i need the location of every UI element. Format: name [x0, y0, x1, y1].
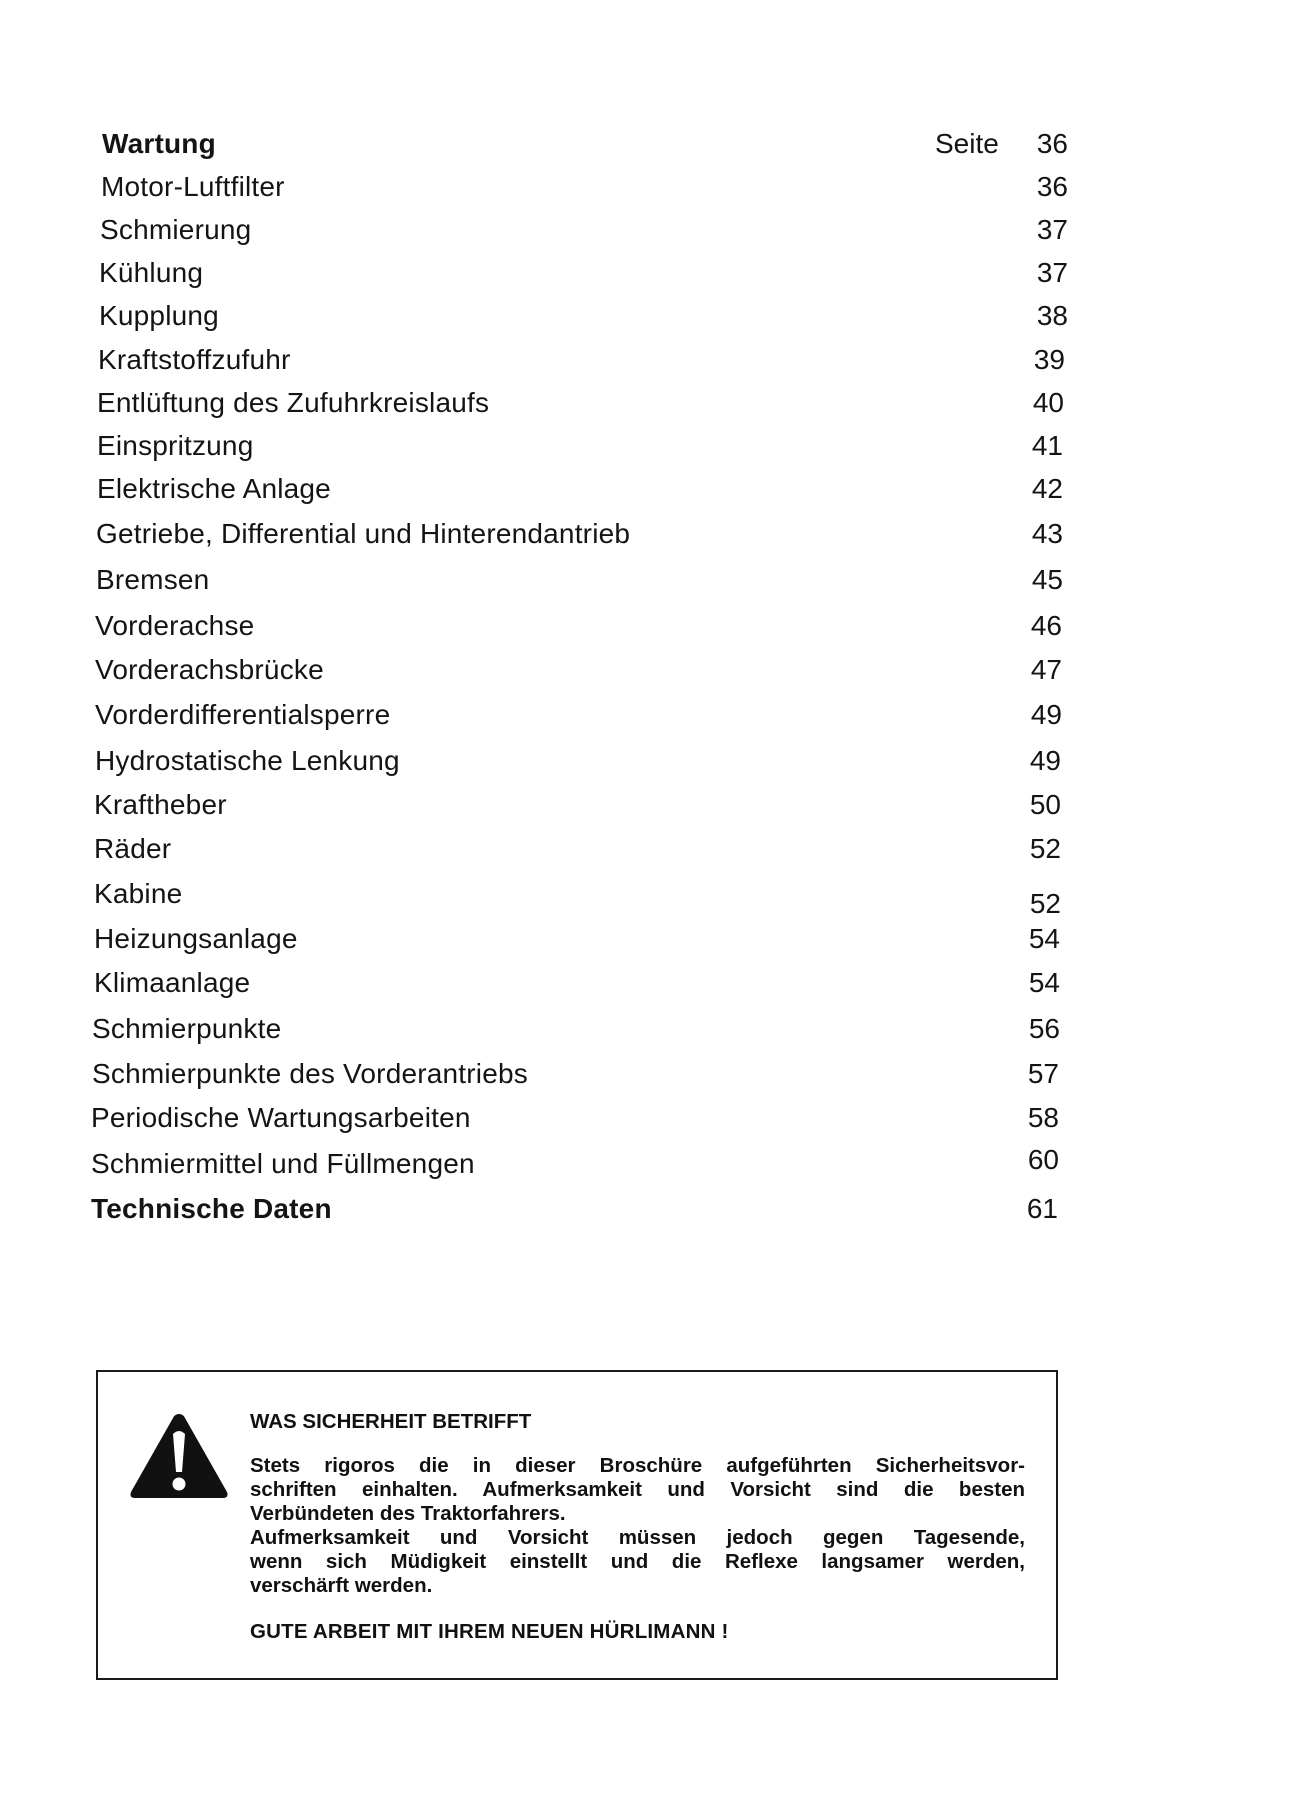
toc-entry	[0, 428, 1292, 472]
toc-page-number: 61	[1026, 1193, 1058, 1224]
toc-page-number: 56	[1028, 1013, 1060, 1044]
toc-entry	[0, 298, 1292, 342]
toc-title: Schmierung	[100, 214, 252, 245]
safety-paragraph-line: schriften einhalten. Aufmerksamkeit und Vorsicht sind die besten	[250, 1478, 1025, 1501]
toc-page-number: 39	[1033, 344, 1065, 375]
toc-entry	[0, 1011, 1292, 1055]
toc-page-number: 45	[1031, 564, 1063, 595]
toc-title: Technische Daten	[91, 1193, 332, 1224]
toc-page-number: 40	[1032, 387, 1064, 418]
toc-entry	[0, 1146, 1292, 1190]
toc-title: Vorderachse	[95, 610, 255, 641]
warning-triangle-icon	[128, 1410, 230, 1502]
toc-entry	[0, 921, 1292, 965]
toc-title: Schmiermittel und Füllmengen	[91, 1148, 475, 1179]
toc-title: Motor-Luftfilter	[101, 171, 285, 202]
toc-title: Schmierpunkte	[92, 1013, 282, 1044]
toc-entry	[0, 608, 1292, 652]
toc-page-number: 36	[1036, 128, 1068, 159]
toc-page-number: 60	[1027, 1144, 1059, 1175]
toc-title: Vorderachsbrücke	[95, 654, 324, 685]
toc-page-number: 43	[1031, 518, 1063, 549]
toc-entry	[0, 743, 1292, 787]
toc-page-number: 36	[1036, 171, 1068, 202]
toc-title: Hydrostatische Lenkung	[95, 745, 400, 776]
toc-title: Kupplung	[99, 300, 219, 331]
safety-notice-box	[96, 1370, 1058, 1680]
safety-paragraph-line: verschärft werden.	[250, 1574, 433, 1597]
safety-paragraph-line: Aufmerksamkeit und Vorsicht müssen jedoch gegen Tagesende,	[250, 1526, 1025, 1549]
toc-title: Elektrische Anlage	[97, 473, 331, 504]
toc-page-number: 50	[1029, 789, 1061, 820]
toc-entry	[0, 471, 1292, 515]
toc-page-number: 47	[1030, 654, 1062, 685]
toc-page-number: 49	[1029, 745, 1061, 776]
toc-entry	[0, 169, 1292, 213]
toc-title: Heizungsanlage	[94, 923, 298, 954]
safety-paragraph-line: Verbündeten des Traktorfahrers.	[250, 1502, 566, 1525]
toc-entry	[0, 212, 1292, 256]
toc-page-number: 49	[1030, 699, 1062, 730]
toc-title: Wartung	[102, 128, 216, 159]
toc-page-number: 54	[1028, 923, 1060, 954]
toc-title: Kraftheber	[94, 789, 227, 820]
safety-closing-message: GUTE ARBEIT MIT IHREM NEUEN HÜRLIMANN !	[250, 1620, 729, 1643]
toc-page-number: 41	[1031, 430, 1063, 461]
toc-page-number: 38	[1036, 300, 1068, 331]
toc-entry	[0, 1056, 1292, 1100]
toc-entry	[0, 562, 1292, 606]
toc-entry	[0, 385, 1292, 429]
toc-entry	[0, 876, 1292, 920]
toc-section-heading	[0, 1191, 1292, 1235]
toc-entry	[0, 255, 1292, 299]
toc-title: Kühlung	[99, 257, 204, 288]
toc-title: Räder	[94, 833, 172, 864]
toc-title: Kraftstoffzufuhr	[98, 344, 291, 375]
toc-page-number: 37	[1036, 257, 1068, 288]
toc-section-heading	[0, 126, 1292, 170]
toc-page-number: 57	[1027, 1058, 1059, 1089]
safety-heading: WAS SICHERHEIT BETRIFFT	[250, 1410, 532, 1433]
toc-entry	[0, 831, 1292, 875]
toc-entry	[0, 1100, 1292, 1144]
toc-entry	[0, 965, 1292, 1009]
safety-paragraph-line: Stets rigoros die in dieser Broschüre aufgeführten Sicherheitsvor-	[250, 1454, 1025, 1477]
toc-page-number: 52	[1029, 833, 1061, 864]
toc-entry	[0, 787, 1292, 831]
toc-entry	[0, 516, 1292, 560]
safety-paragraph-line: wenn sich Müdigkeit einstellt und die Reflexe langsamer werden,	[250, 1550, 1025, 1573]
toc-title: Entlüftung des Zufuhrkreislaufs	[97, 387, 490, 418]
toc-page-number: 37	[1036, 214, 1068, 245]
safety-notice-text	[250, 1410, 1025, 1644]
toc-page-number: 54	[1028, 967, 1060, 998]
toc-page-number: 46	[1030, 610, 1062, 641]
toc-entry	[0, 342, 1292, 386]
toc-title: Vorderdifferentialsperre	[95, 699, 391, 730]
toc-entry	[0, 652, 1292, 696]
page-column-label: Seite	[935, 128, 999, 159]
toc-title: Bremsen	[96, 564, 210, 595]
toc-page-number: 42	[1031, 473, 1063, 504]
toc-title: Kabine	[94, 878, 183, 909]
toc-title: Getriebe, Differential und Hinterendantrieb	[96, 518, 631, 549]
toc-entry	[0, 697, 1292, 741]
toc-title: Klimaanlage	[94, 967, 251, 998]
toc-page-number: 58	[1027, 1102, 1059, 1133]
toc-title: Schmierpunkte des Vorderantriebs	[92, 1058, 528, 1089]
toc-title: Einspritzung	[97, 430, 254, 461]
toc-page-number: 52	[1029, 888, 1061, 919]
toc-title: Periodische Wartungsarbeiten	[91, 1102, 471, 1133]
